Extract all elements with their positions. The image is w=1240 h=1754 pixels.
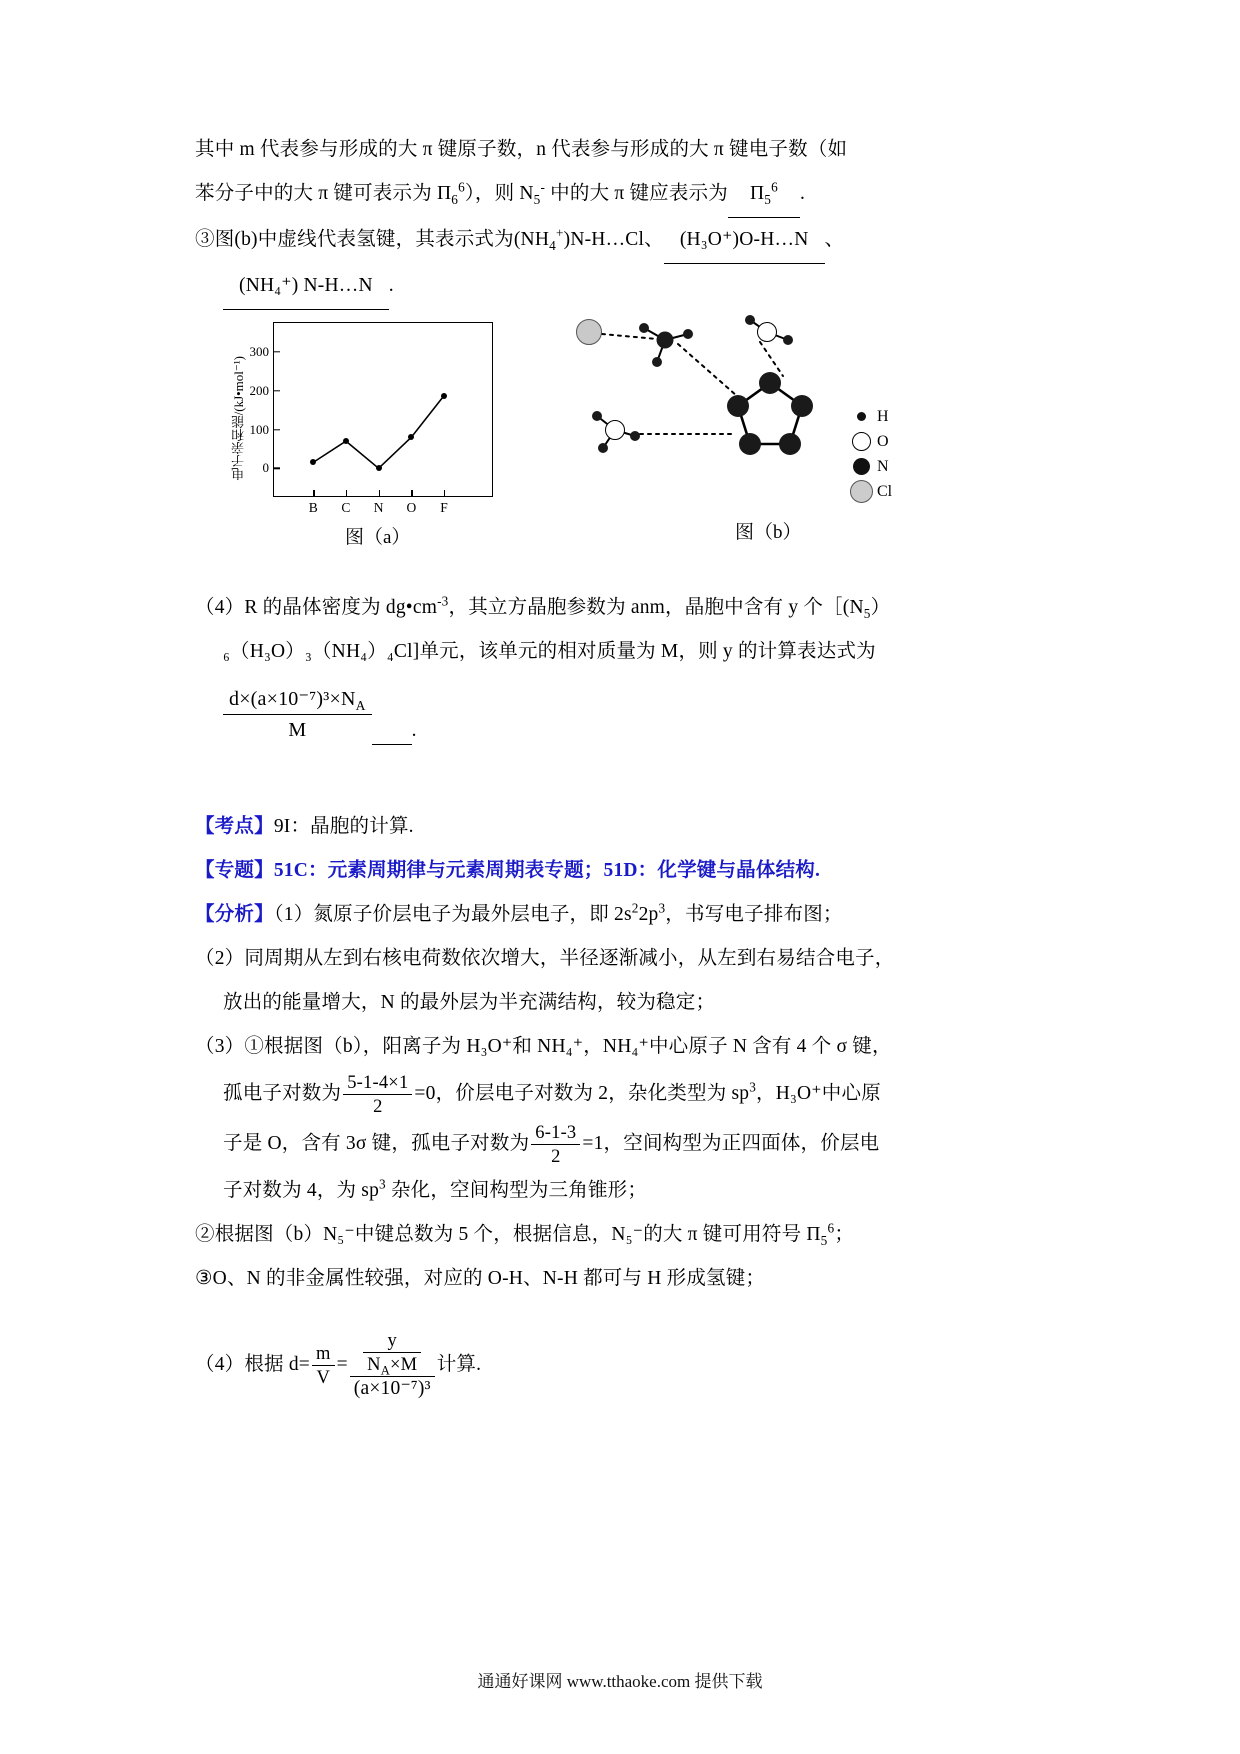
chart-ytick-300: 300 xyxy=(249,344,269,360)
chart-ytick-0: 0 xyxy=(262,460,269,476)
sub-na: A xyxy=(380,1363,391,1378)
fraction-numerator: m xyxy=(315,1342,331,1364)
chart-xtick-C: C xyxy=(341,500,351,515)
text-q3-3-mid: )N‑H…Cl、 xyxy=(563,229,664,250)
paragraph-fenxi-2-line1 xyxy=(195,937,1055,981)
sub-n5: 5 xyxy=(533,191,541,207)
fraction-denominator: (a×10⁻⁷)³ xyxy=(350,1376,435,1401)
sup-nh4-plus: + xyxy=(555,225,564,241)
document-body xyxy=(195,128,1055,1402)
text-fenxi-4-lead: （4）根据 d= xyxy=(195,1353,310,1375)
answer-blank-nh4: (NH₄⁺) N‑H…N xyxy=(223,264,389,310)
text-equals: = xyxy=(336,1353,348,1375)
label-fenxi: 【分析】 xyxy=(195,904,274,925)
figure-b-legend xyxy=(845,404,892,504)
text-fenxi-3-2a: ②根据图（b）N₅⁻中键总数为 5 个，根据信息，N₅⁻的大 π 键可用符号 Π xyxy=(195,1224,821,1245)
text-fenxi-3-2b: ； xyxy=(834,1224,855,1245)
legend-item-cl xyxy=(845,479,892,504)
atom-nitrogen xyxy=(791,395,813,417)
fraction-numerator: 6‑1‑3 xyxy=(535,1121,577,1143)
legend-item-h xyxy=(845,404,892,429)
paragraph-zhuanti xyxy=(195,849,1055,893)
atom-hydrogen xyxy=(652,357,662,367)
sub-pi5: 5 xyxy=(820,1232,828,1248)
text-q3-intro-2b: ），则 N xyxy=(464,183,534,204)
atom-nitrogen xyxy=(727,395,749,417)
paragraph-q3-intro-line1 xyxy=(195,128,1055,172)
text-fenxi-3-3: ③O、N 的非金属性较强，对应的 O‑H、N‑H 都可与 H 形成氢键； xyxy=(195,1268,766,1289)
chart-plot-area xyxy=(249,322,493,515)
atom-hydrogen xyxy=(592,411,602,421)
paragraph-q4-line2 xyxy=(195,630,1055,674)
paragraph-fenxi-1 xyxy=(195,893,1055,937)
paragraph-fenxi-2-line2 xyxy=(195,981,1055,1025)
text-fenxi-3-l4a: 子对数为 4，为 sp xyxy=(223,1180,380,1201)
text-fenxi-1b: 2p xyxy=(638,904,659,925)
chart-point-O xyxy=(408,434,414,440)
text-fenxi-1a: （1）氮原子价层电子为最外层电子，即 2s xyxy=(273,904,632,925)
text-fenxi-2-l2: 放出的能量增大，N 的最外层为半充满结构，较为稳定； xyxy=(223,992,716,1013)
page-footer: 通通好课网 www.tthaoke.com 提供下载 xyxy=(477,1672,763,1691)
figure-a-electron-affinity-chart xyxy=(231,322,505,548)
atom-hydrogen xyxy=(598,443,608,453)
sup-n5-minus: - xyxy=(540,179,546,195)
fraction-numerator: 5‑1‑4×1 xyxy=(347,1071,409,1093)
fraction-y-over-nam xyxy=(363,1329,421,1376)
oxygen-circle-icon xyxy=(845,432,877,451)
figure-b-crystal-structure xyxy=(545,312,995,542)
answer-blank-tail xyxy=(372,744,412,745)
label-kaodian: 【考点】 xyxy=(195,816,274,837)
atom-nitrogen xyxy=(779,433,801,455)
atom-hydrogen xyxy=(745,315,755,325)
atom-nitrogen xyxy=(759,372,781,394)
atom-hydrogen xyxy=(783,335,793,345)
fraction-denominator: 2 xyxy=(531,1144,580,1168)
sup-answer-pi: 6 xyxy=(771,179,778,195)
paragraph-q3-intro-line2 xyxy=(195,172,1055,218)
text-times-m: ×M xyxy=(390,1354,418,1376)
legend-item-o xyxy=(845,429,892,454)
chart-xtick-F: F xyxy=(440,500,448,515)
fraction-denominator: 2 xyxy=(343,1094,412,1118)
text-fenxi-3-l2b: =0，价层电子对数为 2，杂化类型为 sp xyxy=(414,1083,750,1104)
chlorine-circle-icon xyxy=(845,480,877,503)
text-zhuanti: 51C：元素周期律与元素周期表专题；51D：化学键与晶体结构. xyxy=(273,860,821,881)
fraction-lone-pair-2 xyxy=(531,1121,580,1168)
paragraph-fenxi-3-line4 xyxy=(195,1169,1055,1213)
fraction-m-over-v xyxy=(312,1342,335,1389)
sub-n5-q4: 5 xyxy=(863,605,871,621)
fraction-numerator xyxy=(223,684,372,714)
text-q3-intro-2a: 苯分子中的大 π 键可表示为 Π xyxy=(195,183,452,204)
answer-blank-pi xyxy=(728,172,800,218)
label-zhuanti: 【专题】 xyxy=(195,860,274,881)
text-q4-line2: ₆（H₃O）₃（NH₄）₄Cl]单元，该单元的相对质量为 M，则 y 的计算表达式为 xyxy=(223,641,876,662)
text-fenxi-1c: ，书写电子排布图； xyxy=(665,904,843,925)
text-q4-line1b: ，其立方晶胞参数为 anm，晶胞中含有 y 个［(N xyxy=(448,597,864,618)
legend-label-n: N xyxy=(877,457,889,475)
chart-ytick-200: 200 xyxy=(249,382,269,398)
text-q4-line1: （4）R 的晶体密度为 dg•cm xyxy=(195,597,438,618)
text-q3-intro-1: 其中 m 代表参与形成的大 π 键原子数，n 代表参与形成的大 π 键电子数（如 xyxy=(195,139,848,160)
sub-answer-pi: 5 xyxy=(764,191,772,207)
paragraph-fenxi-3-line3 xyxy=(195,1119,1055,1169)
sup-2s2: 2 xyxy=(631,900,639,916)
text-q3-3-lead: ③图(b)中虚线代表氢键，其表示式为(NH xyxy=(195,229,550,250)
text-q3-period: . xyxy=(799,183,806,204)
sup-pi6: 6 xyxy=(827,1220,835,1236)
legend-label-o: O xyxy=(877,432,889,450)
sup-cm-3: ‑3 xyxy=(437,593,449,609)
paragraph-fenxi-3-line1 xyxy=(195,1025,1055,1069)
chart-point-F xyxy=(441,393,447,399)
fraction-denominator xyxy=(363,1352,421,1376)
legend-label-cl: Cl xyxy=(877,482,893,500)
paragraph-q4-line1 xyxy=(195,586,1055,630)
atom-chlorine xyxy=(576,319,602,345)
atom-nitrogen xyxy=(657,332,674,349)
fraction-density-formula xyxy=(350,1329,435,1402)
sub-avogadro: A xyxy=(355,698,366,713)
atom-hydrogen xyxy=(639,323,649,333)
text-q3-intro-2c: 中的大 π 键应表示为 xyxy=(545,183,728,204)
text-q3-3-end: . xyxy=(388,275,394,296)
sup-sp3-a: 3 xyxy=(749,1079,757,1095)
legend-item-n xyxy=(845,454,892,479)
chart-point-C xyxy=(343,438,349,444)
text-q3-3-tail: 、 xyxy=(824,229,845,250)
figure-b-caption: 图（b） xyxy=(735,522,802,543)
chart-ytick-100: 100 xyxy=(249,421,269,437)
atom-hydrogen xyxy=(630,431,640,441)
paragraph-fenxi-3-line2 xyxy=(195,1069,1055,1119)
text-q4-line1c: ） xyxy=(870,597,891,618)
fraction-numerator: y xyxy=(387,1330,397,1351)
fraction-numerator xyxy=(350,1329,435,1376)
chart-xtick-O: O xyxy=(406,500,417,515)
paragraph-q4-answer xyxy=(195,674,1055,749)
figures-row xyxy=(195,322,1055,572)
text-fenxi-3-l2c: ，H₃O⁺中心原 xyxy=(756,1083,881,1104)
atom-oxygen xyxy=(757,322,777,342)
text-fenxi-3-l3b: =1，空间构型为正四面体，价层电 xyxy=(582,1133,880,1154)
sup-sp3-b: 3 xyxy=(379,1176,386,1192)
text-fenxi-3-l4b: 杂化，空间构型为三角锥形； xyxy=(385,1180,648,1201)
paragraph-fenxi-3-2 xyxy=(195,1213,1055,1257)
text-kaodian: 9I：晶胞的计算. xyxy=(273,816,414,837)
legend-label-h: H xyxy=(877,407,889,425)
text-na: N xyxy=(367,1354,381,1376)
sub-nh4: 4 xyxy=(549,237,556,253)
chart-series-line xyxy=(274,323,492,496)
paragraph-fenxi-4 xyxy=(195,1329,1055,1402)
text-fenxi-4-tail: 计算. xyxy=(436,1353,482,1375)
fraction-lone-pair-1 xyxy=(343,1071,412,1118)
chart-xtick-N: N xyxy=(373,500,384,515)
fraction-denominator: M xyxy=(223,714,372,745)
chart-y-axis-label: 电子亲和能/(kJ•mol⁻¹) xyxy=(231,356,246,481)
text-answer-pi: Π xyxy=(749,183,765,204)
text-fenxi-3-l2a: 孤电子对数为 xyxy=(223,1083,342,1104)
text-fraction-numerator: d×(a×10⁻⁷)³×N xyxy=(229,688,356,710)
answer-fraction-y xyxy=(223,684,372,745)
fraction-denominator: V xyxy=(312,1365,335,1389)
nitrogen-circle-icon xyxy=(845,458,877,475)
atom-oxygen xyxy=(605,420,625,440)
text-q4-period: . xyxy=(411,720,417,741)
chart-point-B xyxy=(310,459,316,465)
sub-pi-6: 6 xyxy=(451,191,459,207)
paragraph-q3-3-line1 xyxy=(195,218,1055,264)
chart-xtick-B: B xyxy=(308,500,318,515)
sup-pi-6: 6 xyxy=(458,179,465,195)
atom-nitrogen xyxy=(739,433,761,455)
sup-2p3: 3 xyxy=(658,900,666,916)
answer-blank-h3o: (H₃O⁺)O‑H…N xyxy=(664,218,825,264)
atom-hydrogen xyxy=(683,329,693,339)
text-fenxi-2-l1: （2）同周期从左到右核电荷数依次增大，半径逐渐减小，从左到右易结合电子， xyxy=(195,948,895,969)
figure-a-caption: 图（a） xyxy=(345,527,411,548)
chart-point-N xyxy=(376,465,382,471)
hydrogen-dot-icon xyxy=(845,412,877,421)
text-fenxi-3-l1: （3）①根据图（b），阳离子为 H₃O⁺和 NH₄⁺，NH₄⁺中心原子 N 含有 4 个 σ 键， xyxy=(195,1036,892,1057)
paragraph-kaodian xyxy=(195,805,1055,849)
paragraph-q3-3-line2 xyxy=(195,264,1055,310)
paragraph-fenxi-3-3 xyxy=(195,1257,1055,1301)
text-fenxi-3-l3a: 子是 O，含有 3σ 键，孤电子对数为 xyxy=(223,1133,530,1154)
